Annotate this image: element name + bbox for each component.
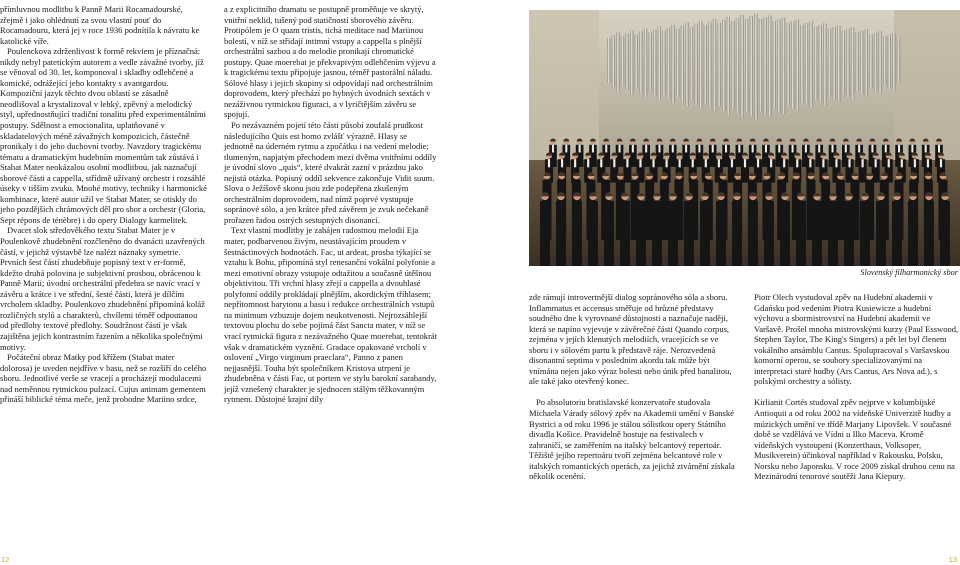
organ-pipe bbox=[740, 15, 743, 118]
organ-pipe bbox=[658, 26, 661, 100]
organ-pipe bbox=[777, 19, 780, 111]
organ-pipe bbox=[860, 31, 863, 94]
organ-pipe bbox=[635, 34, 638, 88]
organ-pipe bbox=[819, 25, 822, 103]
organ-pipe bbox=[713, 19, 716, 112]
choir-member bbox=[652, 193, 662, 266]
organ-pipe bbox=[888, 35, 891, 89]
choir-member bbox=[620, 193, 630, 266]
choir-member bbox=[780, 193, 790, 266]
organ-pipe bbox=[653, 29, 656, 95]
paragraph: Po nezávazném pojetí této části působí zoufalá prudkost následujícího Quis est homo zvlášť výrazně. Hlasy se jednotně na úderném rytmu a zpočátku i na vedení melodie; tlumeným, napjatým přechodem mezi dvěma vnitřními oddíly je úvodní slovo „quis“, které dvakrát zazní v prázdnu jako nejistá otázka. Popisný oddíl sekvence zakončuje Vidit suum. Slova o Ježíšově skonu jsou zde podepřena zkušeným orchestrálním doprovodem, nad nímž poprvé vystupuje sopránové sólo, a jen krátce před závěrem je zvuk nečekaně prořazen řadou ostrých sestupných disonancí. bbox=[224, 120, 437, 225]
organ-pipe bbox=[639, 31, 642, 93]
organ-pipe bbox=[768, 15, 771, 116]
organ-pipe bbox=[690, 27, 693, 100]
organ-pipe bbox=[694, 24, 697, 105]
organ-pipe bbox=[800, 25, 803, 103]
organ-pipe bbox=[878, 31, 881, 94]
choir-member bbox=[908, 193, 918, 266]
organ-pipe bbox=[883, 36, 886, 85]
organ-pipe bbox=[625, 33, 628, 90]
choir-member bbox=[892, 193, 902, 266]
choir-member bbox=[828, 193, 838, 266]
organ-pipe bbox=[717, 23, 720, 106]
organ-pipe bbox=[823, 23, 826, 105]
organ-pipe bbox=[855, 32, 858, 91]
biography-olech: Piotr Olech vystudoval zpěv na Hudební akademii v Gdańsku pod vedením Piotra Kusiewicze a hudební výchovu a sbormistrovství na Hudební akademii ve Varšavě. Prošel mnoha mistrovskými kurzy (Paul Esswood, Stephen Taylor, The King's Singers) a pět let byl členem vokálního ansámblu Cantus. Spolupracoval s Varšavskou komorní operou, se soubory specializovanými na interpretaci staré hudby (Ars Cantus, Ars Nova ad.), s polskými orchestry a sólisty. bbox=[754, 292, 959, 387]
paragraph: Text vlastní modlitby je zahájen radostnou melodií Eja mater, podbarvenou živým, neustávajícím proudem v šestnáctinových hodnotách. Fac, ut ardeat, prosba týkající se vztahu k Bohu, připomíná styl renesanční vokální polyfonie a mezi emotivní obrazy vstupuje odtažitou a současně útěšnou objektivitou. Tři vrchní hlasy zřejí a cappella a dvouhlasé polyfonní oddíly prokládají plnějším, akordickým tříhlasem; nepřítomnost barytonu a basu i redukce orchestrálních vstupů na minimum vzbuzuje dojem neukotvenosti. Nejrozsáhlejší textovou plochu do sebe pojímá část Sancta mater, v níž se vrací rytmická figura z nezávažného Quae moerebat, tentokrát však v dramatickém vyznění. Gradace opakované vrcholí v oslovení „Virgo virginum praeclara“, Panno z panen nejjasnější. Touha být společníkem Kristova utrpení je zhudebněna v části Fac, ut portem ve stylu barokní sarabandy, jejíž vznešený charakter je sjednocen stálým těžkovanným rytmem. Důstojné krajní díly bbox=[224, 225, 438, 405]
paragraph: zde rámují introvertnější dialog sopránového sóla a sboru. Inflammatus et accensus směřuje od hrůzné představy soudného dne k vyrovnané důstojnosti a naznačuje naději, která se napíno vyjevuje v závěrečné části Quando corpus, zejména v jejích klenutých melodiích, vracejících se ve sboru i v sólovém partu k představě ráje. Nerozvedená disonantní septima v posledním akordu tak může být vnímána nejen jako výraz bolesti nebo únik před banalitou, ale také jako otevřený konec. bbox=[529, 292, 732, 387]
organ-pipe bbox=[846, 29, 849, 97]
organ-pipe bbox=[727, 17, 730, 115]
right-page-column-2 bbox=[754, 292, 960, 482]
organ-pipe bbox=[892, 33, 895, 91]
organ-pipe bbox=[731, 21, 734, 109]
paragraph: Počáteční obraz Matky pod křížem (Stabat mater dolorosa) je uveden nejdříve v basu, než se rozšíří do celého sboru. Jednotlivé verše se vracejí a procházejí modulacemi nad neměnnou rytmickou pulzací. Cujus animam gementem přináší biblické téma meče, jenž probodne Mariino srdce, bbox=[0, 352, 207, 405]
organ-pipe bbox=[754, 14, 757, 120]
organ-pipe bbox=[607, 38, 610, 82]
choir-member bbox=[588, 193, 598, 266]
organ-pipe bbox=[897, 38, 900, 82]
organ-pipe bbox=[676, 29, 679, 97]
right-page-column-1 bbox=[529, 292, 738, 482]
organ-pipe bbox=[722, 20, 725, 111]
left-page-column-2 bbox=[224, 4, 438, 405]
organ-pipe bbox=[842, 31, 845, 95]
organ-pipe bbox=[671, 24, 674, 103]
organ-pipe bbox=[648, 32, 651, 91]
organ-pipe bbox=[814, 27, 817, 100]
choir-member bbox=[860, 193, 870, 266]
organ-pipe bbox=[796, 19, 799, 111]
organ-pipe bbox=[782, 17, 785, 114]
photo-caption: Slovenský filharmonický sbor bbox=[860, 268, 958, 277]
choir-member bbox=[684, 193, 694, 266]
organ-pipe bbox=[828, 29, 831, 97]
organ-pipe bbox=[786, 23, 789, 106]
organ-pipe bbox=[616, 32, 619, 92]
organ-pipe bbox=[763, 17, 766, 114]
choir-member bbox=[668, 193, 678, 266]
choir-member bbox=[732, 193, 742, 266]
organ-pipe bbox=[621, 36, 624, 85]
choir-member bbox=[796, 193, 806, 266]
paragraph: Dvacet slok středověkého textu Stabat Mater je v Poulenkově zhudebnění rozčleněno do dvanácti uzavřených částí, v jejichž výstavbě lze nalézt náznaky symetrie. Prvních šest částí zhudebňuje popisný text v er-formě, kdežto druhá polovina je subjektivní prosbou, obrácenou k Panně Marii; úvodní orchestrální předehra se navíc vrací v závěru a krátce i ve střední, šesté části, která je dílčím vrcholem skladby. Poulenkovo zhudebnění připomíná koláž rozličných stylů a charakterů, chvílemi téměř odpoutanou od předlohy textové předlohy. Soudržnost částí je však zajištěna jejich kontrastním řazením a několika společnými motivy. bbox=[0, 225, 205, 352]
organ-pipe bbox=[750, 16, 753, 116]
organ-pipe bbox=[644, 28, 647, 97]
organ-pipe bbox=[681, 26, 684, 102]
organ-pipe bbox=[699, 21, 702, 109]
choir-photo bbox=[529, 10, 960, 266]
choir-member bbox=[876, 193, 886, 266]
choir-member bbox=[924, 193, 934, 266]
paragraph: přímluvnou modlitbu k Panně Marii Rocamadourské, zřejmě i jako ohlédnutí za svou vlastní pouť do Rocamadouru, která jej v roce 1936 podnítila k návratu ke katolické víře. bbox=[0, 4, 200, 46]
organ-pipe bbox=[869, 34, 872, 88]
biography-varady: Po absolutoriu bratislavské konzervatoře studovala Michaela Várady sólový zpěv na Akademii umění v Banské Bystrici a od roku 1996 je stálou sólistkou opery Státního divadla Košice. Pravidelně hostuje na festivalech v zahraničí, se zaměřením na italský belcantový repertoár. Těžiště jejího repertoáru tvoří zejména belcantové role v italských romantických operách, za jejichž ztvárnění získala několik ocenění. bbox=[529, 397, 735, 482]
choir-member bbox=[748, 193, 758, 266]
choir-member bbox=[940, 193, 950, 266]
paragraph: a z explicitního dramatu se postupně proměňuje ve skrytý, vnitřní neklid, tušený pod statičností sborového závěru. Protipólem je O quam tristis, tichá meditace nad Mariinou bolestí, v níž se střídají intimní vstupy a cappella s plnější orchestrální sazbou a do melodie pronikají chromatické postupy. Quae moerebat je překvapivým odlehčením výjevu a k tragickému textu připojuje jasnou, téměř pastorální náladu. Sólové hlasy i jejich skupiny si odpovídají nad orchestrálním doprovodem, který přechází po hybných úvodních sextách v nezáživnou rytmickou figuraci, a v lyričtějším závěru se spojují. bbox=[224, 4, 436, 120]
organ-pipe bbox=[662, 31, 665, 95]
concert-hall-photo bbox=[529, 10, 960, 266]
page-number-right: 13 bbox=[948, 555, 957, 564]
choir-member bbox=[844, 193, 854, 266]
choir-member bbox=[604, 193, 614, 266]
organ-pipe bbox=[667, 28, 670, 99]
choir-member bbox=[700, 193, 710, 266]
organ-pipe bbox=[837, 25, 840, 102]
choir-member bbox=[556, 193, 566, 266]
choir-member bbox=[716, 193, 726, 266]
organ-pipe bbox=[612, 35, 615, 87]
organ-pipe bbox=[773, 21, 776, 109]
organ-pipe bbox=[832, 27, 835, 100]
organ-pipe bbox=[745, 19, 748, 112]
page-number-left: 12 bbox=[1, 555, 10, 564]
biography-cortes: Kirlianit Cortés studoval zpěv nejprve v kolumbijské Antioquii a od roku 2002 na vídeňské Univerzitě hudby a múzických umění ve třídě Marjany Lipovšek. V současné době se vzdělává ve Vídni u Ilko Maceva. Kromě vídeňských vystoupení (Konzerthaus, Volksoper, Musikverein) účinkoval například v Rakousku, Polsku, Norsku nebo Japonsku. V roce 2009 získal druhou cenu na Mezinárodní tenorové soutěži Jana Kiepury. bbox=[754, 397, 955, 482]
paragraph: Poulenckova zdrženlivost k formě rekviem je příznačná: nikdy nebyl patetickým autorem a vedle závažné tvorby, jíž se věnoval od 30. let, komponoval i skladby odlehčené a komické, odrážející jeho kontakty s avantgardou. Kompoziční jazyk těchto dvou oblastí se zásadně neodlišoval a krystalizoval v lehký, zpěvný a melodický styl, upřednostňující tradiční tonalitu před experimentálními postupy. Sdělnost a emocionalita, uplatňované v skladatelových méně závažných kompozicích, částečně pronikaly i do jeho duchovní tvorby. Navzdory tragickému tématu a dramatickým hudebním momentům tak zůstává i Stabat Mater neokázalou osobní modlitbou, jak naznačují sborové části a cappella, střídmě užívaný orchestr i rozsáhlé úseky v tišším zvuku. Mnohé motivy, techniky i harmonické kombinace, které autor užil ve Stabat Mater, se otiskly do jeho pozdějších chrámových děl pro sbor a orchestr (Gloria, Sept répons de ténèbre) i do opery Dialogy karmelitek. bbox=[0, 46, 207, 225]
choir-member bbox=[636, 193, 646, 266]
choir-member bbox=[540, 193, 550, 266]
organ-pipe bbox=[851, 27, 854, 99]
organ-pipe bbox=[874, 33, 877, 91]
organ-pipe bbox=[704, 25, 707, 103]
organ-pipe bbox=[736, 18, 739, 113]
choir-member bbox=[812, 193, 822, 266]
organ-pipe bbox=[630, 30, 633, 94]
organ-pipe bbox=[685, 23, 688, 107]
organ-pipe bbox=[809, 21, 812, 108]
choir-member bbox=[572, 193, 582, 266]
organ-pipe bbox=[759, 19, 762, 112]
choir-member bbox=[764, 193, 774, 266]
organ-pipe bbox=[805, 23, 808, 105]
left-page-column-1 bbox=[0, 4, 207, 405]
organ-pipe bbox=[708, 22, 711, 108]
organ-pipe bbox=[791, 21, 794, 108]
organ-pipe bbox=[865, 29, 868, 97]
